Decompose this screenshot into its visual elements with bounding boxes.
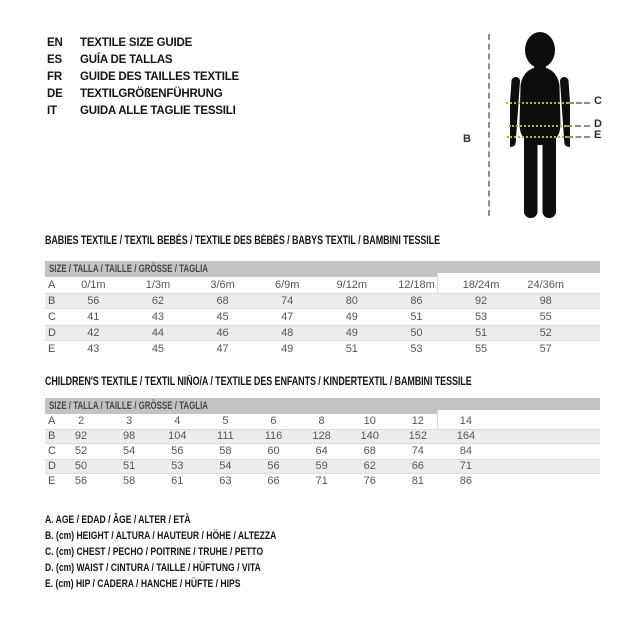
language-list [47,34,239,119]
language-code: IT [47,104,57,117]
cell: 55 [539,311,552,323]
hip-measure-line-extension [567,136,590,138]
cell: 44 [151,327,165,339]
cell: 66 [411,460,424,472]
cell: 74 [411,445,424,457]
cell: 1/3m [145,279,171,291]
cell: 116 [264,430,283,442]
language-title: TEXTILGRÖßENFÜHRUNG [80,87,223,100]
cell: 56 [171,445,184,457]
cell: 86 [410,295,423,307]
cell: 53 [410,343,423,355]
cell: 92 [474,295,488,307]
cell: 8 [318,415,325,427]
language-title: GUIDE DES TAILLES TEXTILE [80,70,239,83]
cell: 5 [222,415,229,427]
table-row-b [45,293,600,309]
cell: 152 [408,430,427,442]
cell: 6 [270,415,277,427]
row-label: E [48,343,56,355]
cell: 57 [539,343,552,355]
cell: 71 [459,460,473,472]
cell: 98 [123,430,136,442]
language-row-es [47,51,239,68]
cell: 68 [216,295,229,307]
measurement-legend [45,512,342,592]
waist-measure-line [509,125,566,127]
cell: 0/1m [81,279,106,291]
legend-height: B. (cm) HEIGHT / ALTURA / HAUTEUR / HÖHE / ALTEZZA [45,530,277,542]
cell: 98 [539,295,552,307]
cell: 12 [411,415,424,427]
babies-size-table [45,261,600,357]
cell: 55 [474,343,488,355]
cell: 68 [363,445,376,457]
cell: 76 [363,475,376,487]
language-code: ES [47,53,62,66]
row-label: D [48,327,56,339]
cell: 47 [216,343,229,355]
hip-measure-line [507,136,567,138]
cell: 49 [345,327,358,339]
cell: 52 [539,327,552,339]
cell: 3 [126,415,133,427]
children-size-table [45,398,600,489]
waist-measure-line-extension [566,125,590,127]
cell: 50 [410,327,423,339]
cell: 66 [267,475,280,487]
cell: 59 [315,460,328,472]
row-label: A [48,279,56,291]
table-row-d [45,325,600,341]
table-row-c [45,444,600,459]
row-label: C [48,311,56,323]
cell: 45 [151,343,165,355]
cell: 81 [411,475,424,487]
language-row-it [47,102,239,119]
cell: 6/9m [274,279,300,291]
hip-measure-label: E [594,129,602,141]
cell: 10 [363,415,376,427]
size-header-text: SIZE / TALLA / TAILLE / GRÖSSE / TAGLIA [49,263,208,275]
cell: 49 [281,343,294,355]
waist-measure-label: D [594,118,602,130]
cell: 62 [363,460,376,472]
cell: 9/12m [336,279,368,291]
language-row-de [47,85,239,102]
language-row-fr [47,68,239,85]
row-label: D [48,460,56,472]
cell: 12/18m [398,279,435,291]
cell: 46 [216,327,229,339]
row-label: E [48,475,56,487]
cell: 45 [216,311,229,323]
cell: 56 [74,475,88,487]
table-row-b [45,429,600,444]
cell: 71 [315,475,328,487]
cell: 42 [87,327,100,339]
cell: 104 [168,430,187,442]
cell: 3/6m [210,279,235,291]
cell: 49 [345,311,358,323]
cell: 51 [123,460,136,472]
language-title: GUÍA DE TALLAS [80,53,173,66]
language-code: DE [47,87,63,100]
chest-measure-line [506,102,568,104]
cell: 140 [360,430,379,442]
language-title: TEXTILE SIZE GUIDE [80,36,193,49]
cell: 52 [74,445,88,457]
language-row-en [47,34,239,51]
row-label: C [48,445,56,457]
legend-hip: E. (cm) HIP / CADERA / HANCHE / HÜFTE / HIPS [45,578,241,590]
table-row-a [45,414,600,429]
cell: 60 [267,445,280,457]
cell: 43 [87,343,100,355]
chest-measure-label: C [594,95,602,107]
table-row-a [45,277,600,293]
cell: 62 [151,295,165,307]
language-code: EN [47,36,63,49]
cell: 14 [459,415,473,427]
legend-age: A. AGE / EDAD / ÂGE / ALTER / ETÀ [45,514,191,526]
table-row-e [45,341,600,357]
cell: 24/36m [527,279,565,291]
cell: 58 [123,475,136,487]
cell: 64 [315,445,328,457]
language-code: FR [47,70,62,83]
cell: 128 [312,430,331,442]
table-row-e [45,474,600,489]
height-measure-label: B [463,133,471,145]
cell: 58 [219,445,232,457]
cell: 111 [217,430,234,442]
row-label: B [48,430,56,442]
cell: 4 [174,415,181,427]
height-measure-line [488,34,490,216]
cell: 41 [87,311,100,323]
cell: 86 [459,475,473,487]
size-header-text: SIZE / TALLA / TAILLE / GRÖSSE / TAGLIA [49,400,208,412]
cell: 51 [410,311,423,323]
table-row-d [45,459,600,474]
cell: 43 [151,311,165,323]
row-label: A [48,415,56,427]
legend-chest: C. (cm) CHEST / PECHO / POITRINE / TRUHE / PETTO [45,546,264,558]
cell: 80 [345,295,358,307]
cell: 164 [456,430,476,442]
cell: 53 [474,311,488,323]
cell: 54 [123,445,136,457]
cell: 84 [459,445,473,457]
babies-section-title: BABIES TEXTILE / TEXTIL BEBÉS / TEXTILE DES BÉBÉS / BABYS TEXTIL / BAMBINI TESSILE [45,235,440,247]
cell: 51 [474,327,488,339]
cell: 48 [281,327,294,339]
cell: 56 [267,460,280,472]
cell: 2 [77,415,85,427]
cell: 18/24m [462,279,500,291]
legend-waist: D. (cm) WAIST / CINTURA / TAILLE / HÜFTUNG / VITA [45,562,261,574]
table-row-c [45,309,600,325]
cell: 56 [87,295,100,307]
cell: 74 [281,295,294,307]
chest-measure-line-extension [568,102,590,104]
cell: 53 [171,460,184,472]
cell: 54 [219,460,232,472]
cell: 50 [74,460,88,472]
cell: 92 [74,430,88,442]
measurement-figure [455,26,630,226]
cell: 47 [281,311,294,323]
cell: 63 [219,475,232,487]
cell: 61 [171,475,184,487]
row-label: B [48,295,56,307]
language-title: GUIDA ALLE TAGLIE TESSILI [80,104,236,117]
children-section-title: CHILDREN'S TEXTILE / TEXTIL NIÑO/A / TEXTILE DES ENFANTS / KINDERTEXTIL / BAMBINI TESSILE [45,376,472,388]
cell: 51 [345,343,358,355]
